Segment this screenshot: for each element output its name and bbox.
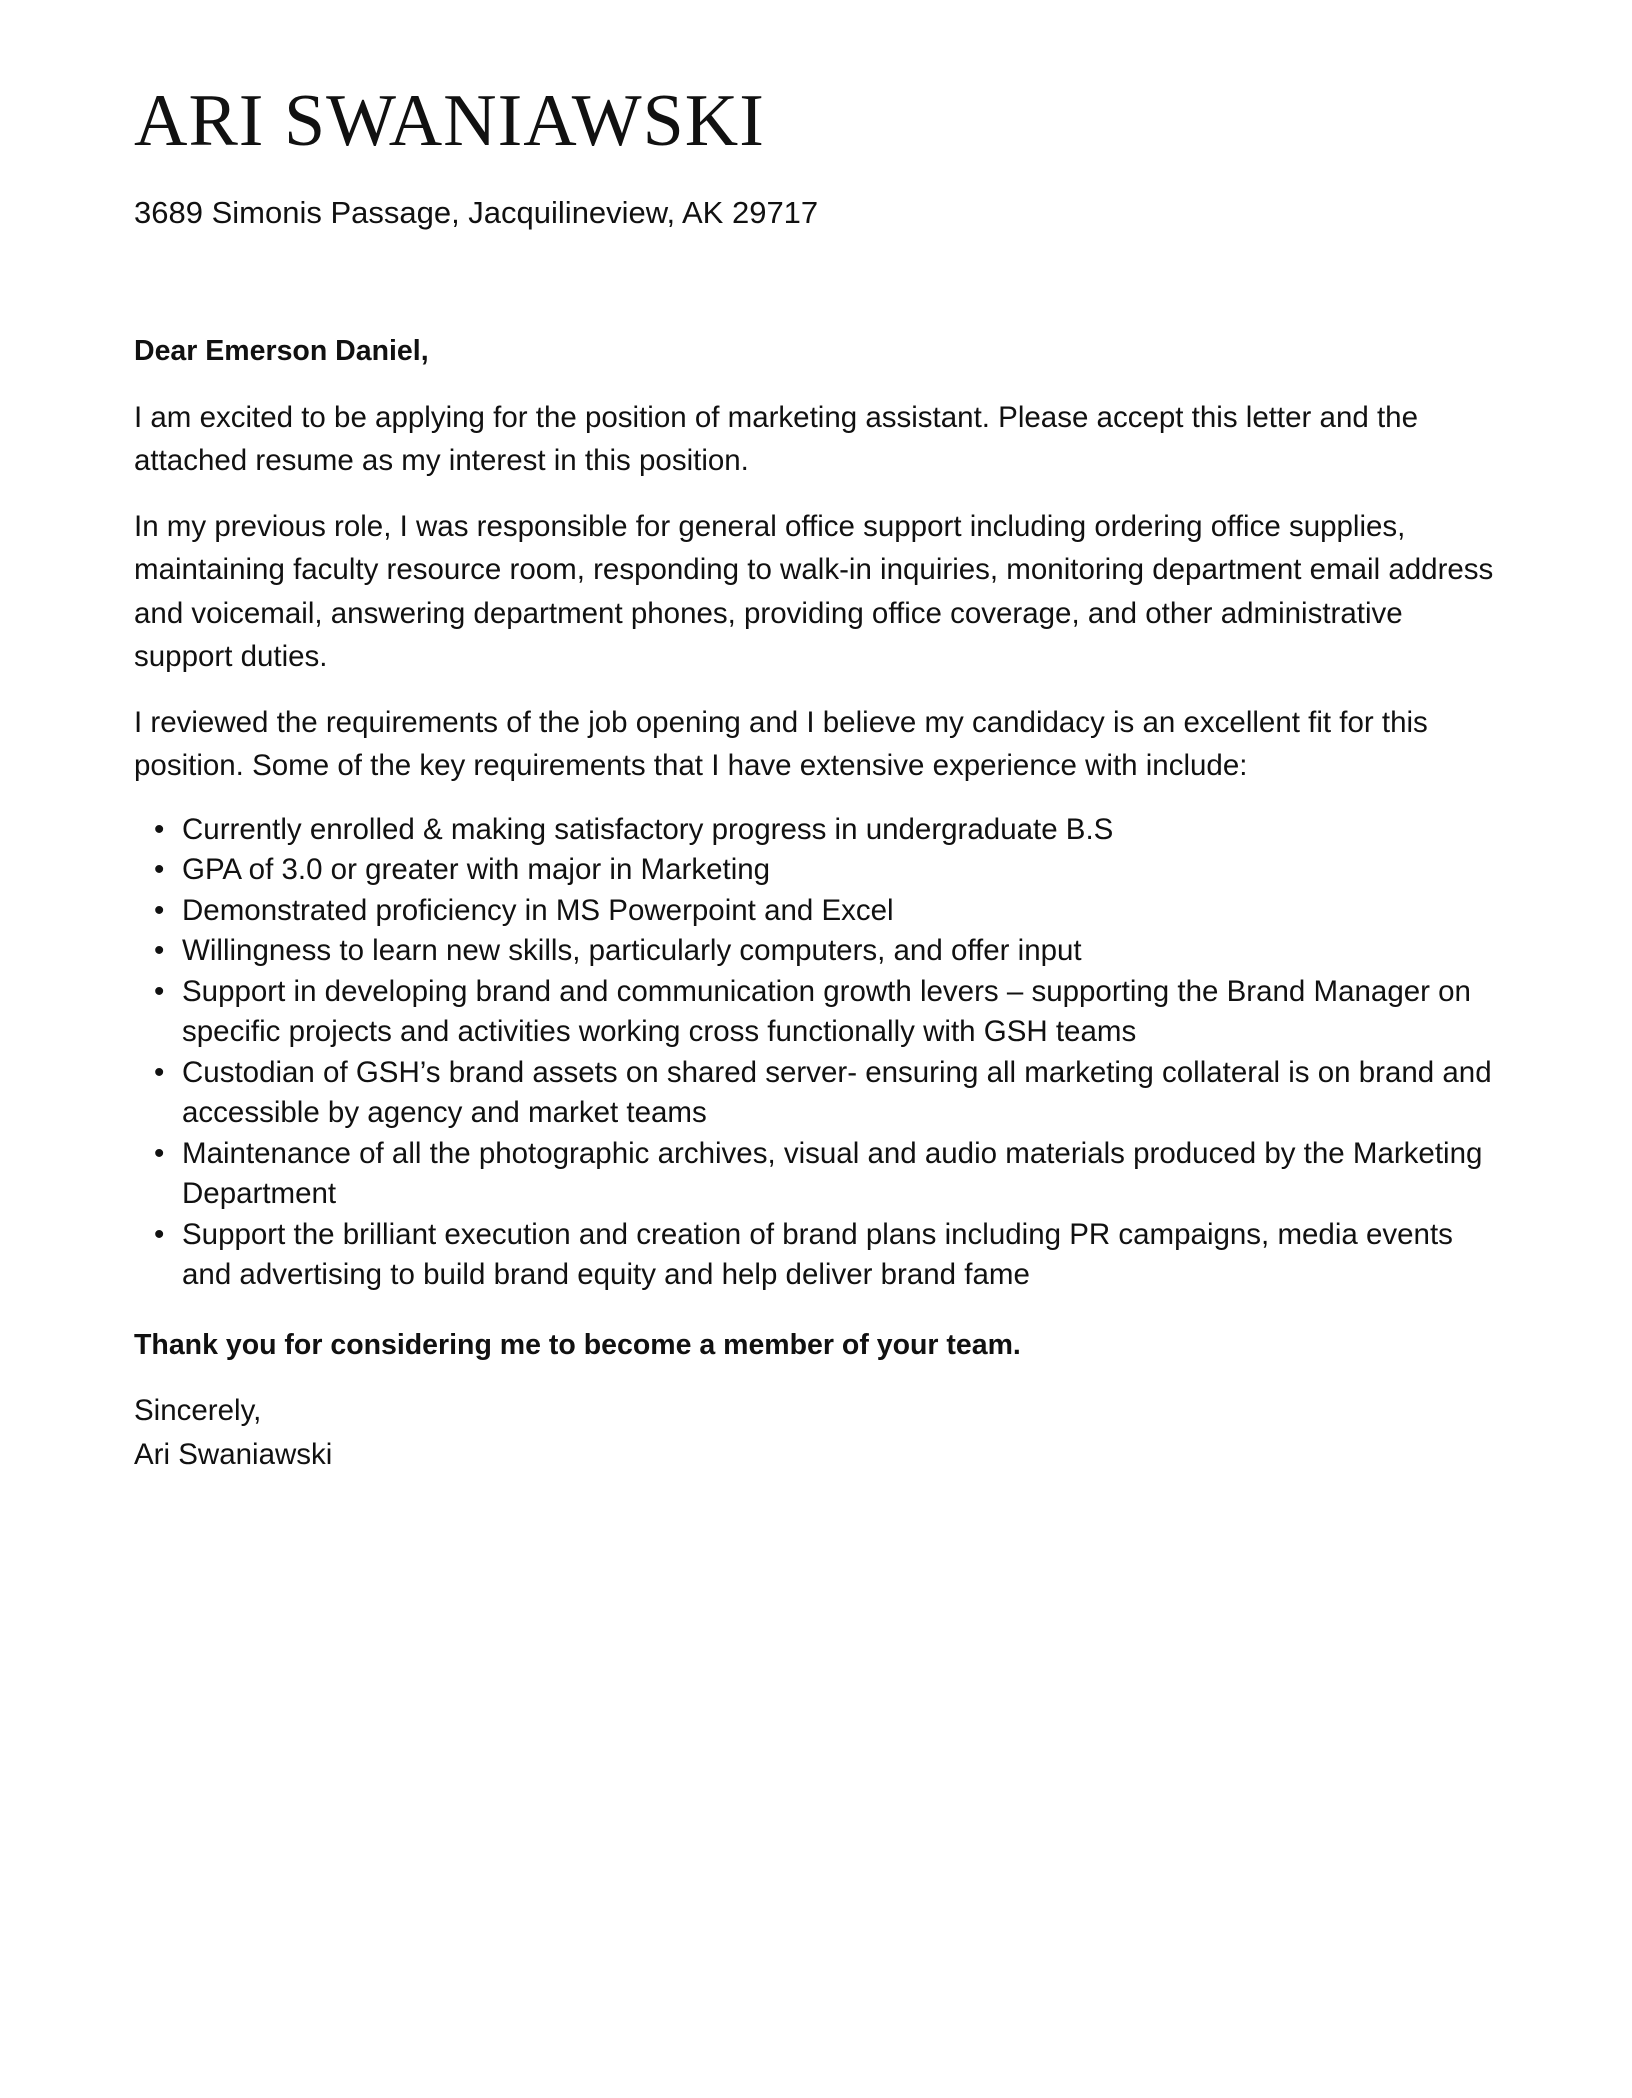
experience-paragraph: In my previous role, I was responsible for general office support including ordering office supplies, maintaining faculty resource room, responding to walk-in inquiries, monitoring department email address and voicemail, answering department phones, providing office coverage, and other administrative support duties. <box>134 509 1494 673</box>
bullet-icon: • <box>154 1217 165 1251</box>
bullet-icon: • <box>154 974 165 1008</box>
requirement-text: Currently enrolled & making satisfactory progress in undergraduate B.S <box>182 812 1114 846</box>
valediction: Sincerely, <box>134 1394 262 1427</box>
bullet-icon: • <box>154 893 165 927</box>
requirement-text: Support in developing brand and communication growth levers – supporting the Brand Manager on specific projects and activities working cross functionally with GSH teams <box>182 974 1471 1048</box>
applicant-name: ARI SWANIAWSKI <box>134 80 765 162</box>
requirements-intro-paragraph: I reviewed the requirements of the job opening and I believe my candidacy is an excellent fit for this position. Some of the key requirements that I have extensive experience with include: <box>134 705 1428 782</box>
requirement-text: Support the brilliant execution and creation of brand plans including PR campaigns, media events and advertising to build brand equity and help deliver brand fame <box>182 1217 1453 1291</box>
list-item <box>154 1215 1504 1296</box>
requirement-text: GPA of 3.0 or greater with major in Marketing <box>182 853 771 886</box>
list-item <box>154 972 1504 1053</box>
bullet-icon: • <box>154 812 165 846</box>
list-item <box>154 810 1504 851</box>
list-item <box>154 1053 1504 1134</box>
list-item <box>154 931 1504 972</box>
requirements-list <box>134 810 1504 1296</box>
bullet-icon: • <box>154 934 165 967</box>
requirement-text: Demonstrated proficiency in MS Powerpoint and Excel <box>182 893 894 927</box>
closing-sentence: Thank you for considering me to become a member of your team. <box>134 1328 1021 1361</box>
bullet-icon: • <box>154 1136 165 1170</box>
letter-body <box>134 330 1504 1476</box>
signature-name: Ari Swaniawski <box>134 1437 333 1471</box>
list-item <box>154 850 1504 891</box>
signoff <box>134 1389 1504 1476</box>
salutation: Dear Emerson Daniel, <box>134 335 429 367</box>
bullet-icon: • <box>154 1055 165 1089</box>
requirement-text: Willingness to learn new skills, particularly computers, and offer input <box>182 934 1082 967</box>
requirement-text: Maintenance of all the photographic archives, visual and audio materials produced by the Marketing Department <box>182 1136 1483 1210</box>
applicant-address: 3689 Simonis Passage, Jacquilineview, AK 29717 <box>134 195 819 230</box>
intro-paragraph: I am excited to be applying for the position of marketing assistant. Please accept this letter and the attached resume as my interest in this position. <box>134 400 1418 477</box>
list-item <box>154 1134 1504 1215</box>
requirement-text: Custodian of GSH’s brand assets on shared server- ensuring all marketing collateral is on brand and accessible by agency and market teams <box>182 1055 1492 1129</box>
bullet-icon: • <box>154 853 165 886</box>
list-item <box>154 891 1504 932</box>
